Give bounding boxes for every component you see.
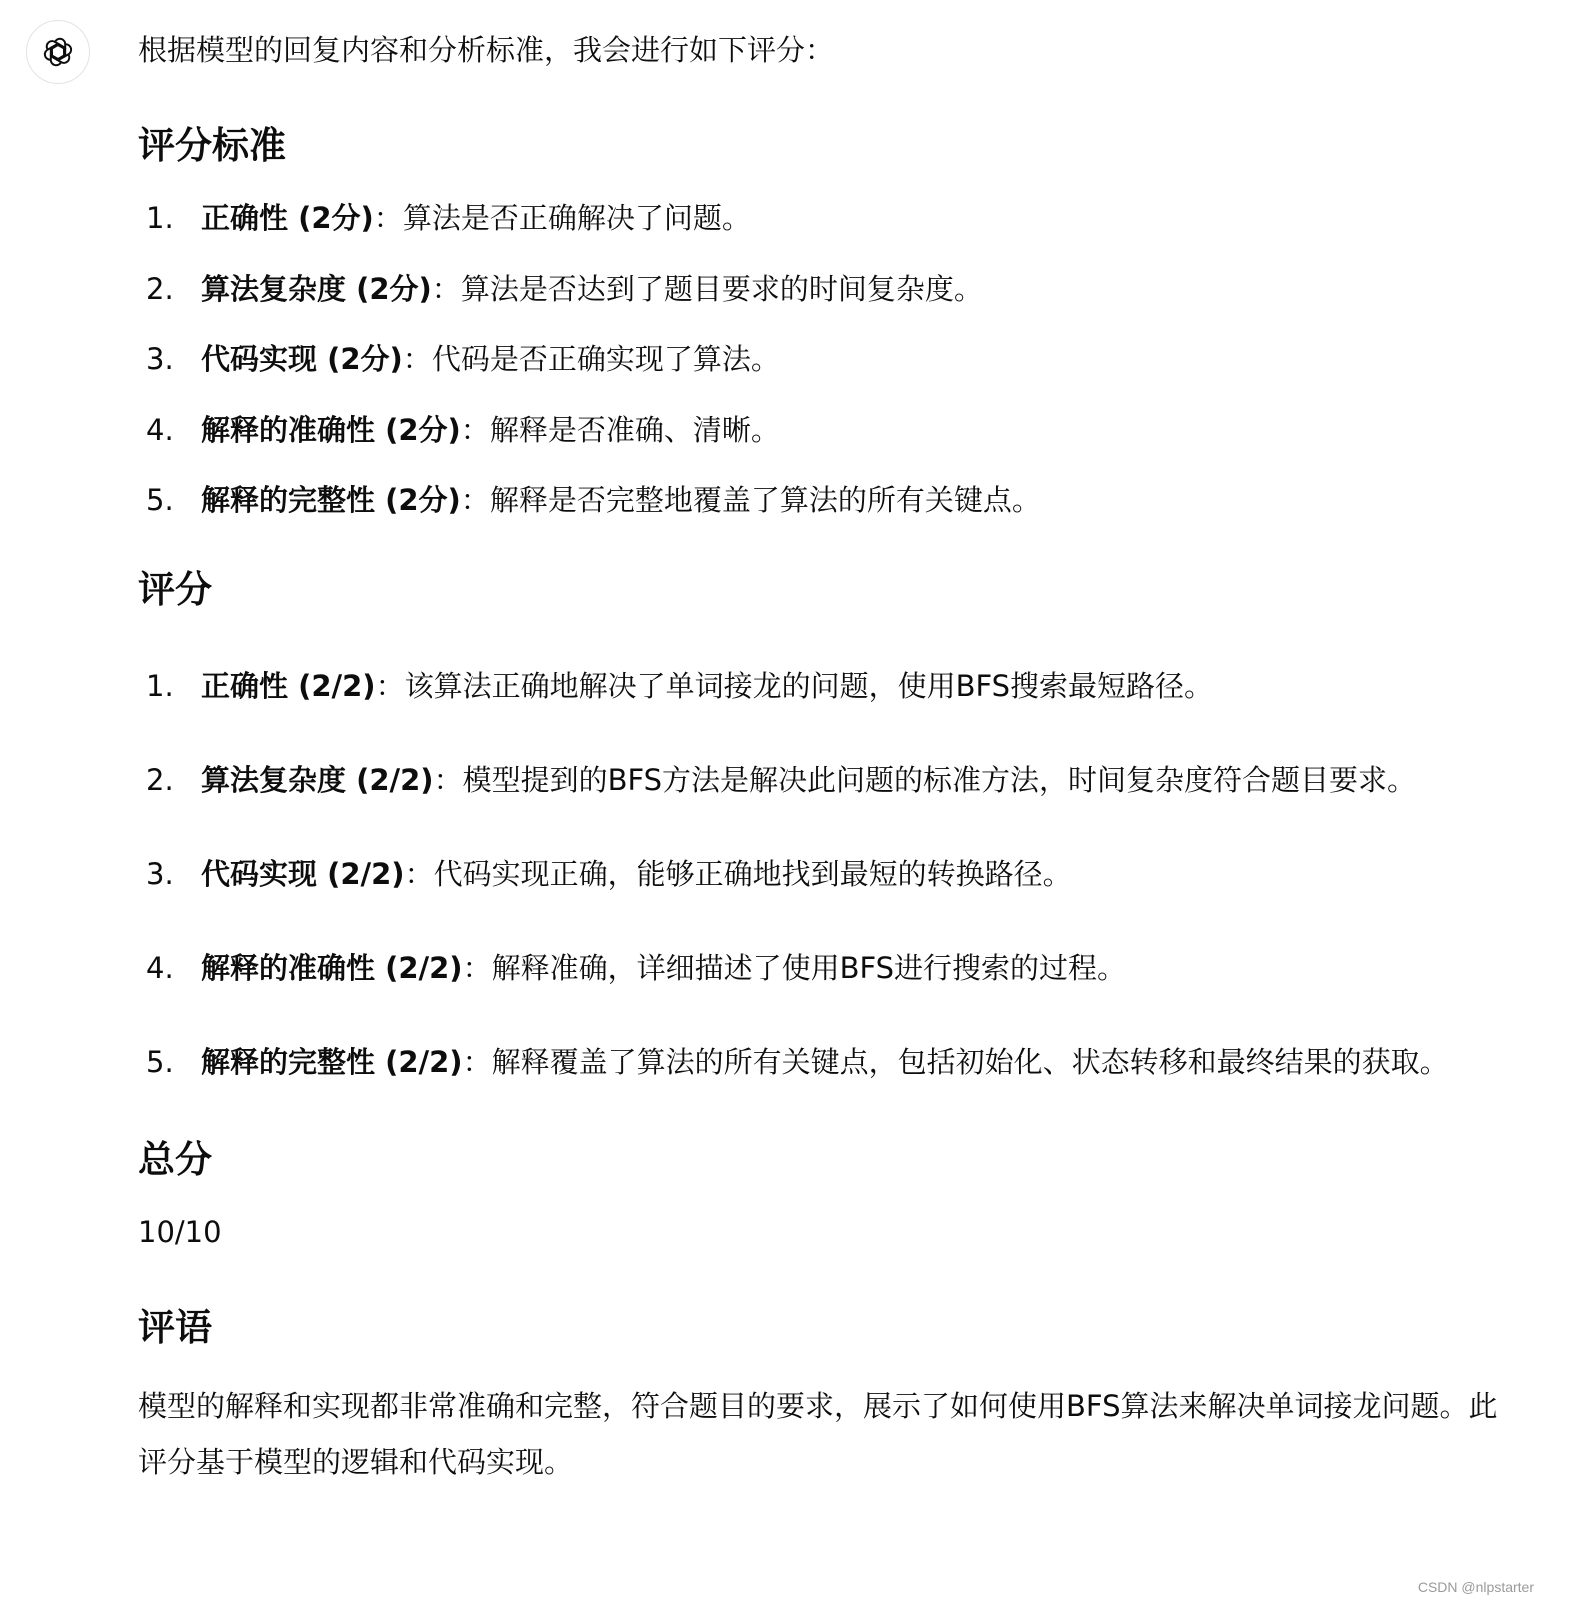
item-separator: ： xyxy=(375,669,405,703)
item-separator: ： xyxy=(462,1045,492,1079)
list-item xyxy=(138,1034,1518,1090)
item-text: 解释覆盖了算法的所有关键点，包括初始化、状态转移和最终结果的获取。 xyxy=(491,1045,1449,1079)
item-text: 解释准确，详细描述了使用BFS进行搜索的过程。 xyxy=(491,951,1127,985)
total-score: 10/10 xyxy=(138,1215,222,1249)
list-number: 3. xyxy=(146,857,174,891)
item-separator: ： xyxy=(373,201,403,235)
list-item xyxy=(138,406,1518,454)
scores-list xyxy=(138,658,1518,1090)
item-text: 模型提到的BFS方法是解决此问题的标准方法，时间复杂度符合题目要求。 xyxy=(462,763,1417,797)
item-text: 解释是否准确、清晰。 xyxy=(489,412,780,447)
list-number: 5. xyxy=(146,483,174,517)
item-label: 算法复杂度 (2分) xyxy=(201,271,432,306)
item-separator: ： xyxy=(460,483,490,517)
scores-heading: 评分 xyxy=(138,568,212,611)
comment-heading: 评语 xyxy=(138,1306,212,1349)
comment-text: 模型的解释和实现都非常准确和完整，符合题目的要求，展示了如何使用BFS算法来解决单词接龙问题。此评分基于模型的逻辑和代码实现。 xyxy=(138,1389,1498,1479)
item-label: 解释的完整性 (2分) xyxy=(201,483,461,517)
item-text: 代码实现正确，能够正确地找到最短的转换路径。 xyxy=(433,857,1072,891)
criteria-heading: 评分标准 xyxy=(138,124,286,167)
list-number: 4. xyxy=(146,412,174,447)
list-item xyxy=(138,335,1518,383)
list-number: 5. xyxy=(146,1045,174,1079)
list-item xyxy=(138,476,1518,524)
list-number: 2. xyxy=(146,271,174,306)
list-item xyxy=(138,752,1518,808)
item-label: 算法复杂度 (2/2) xyxy=(201,763,434,797)
list-item xyxy=(138,940,1518,996)
intro-text: 根据模型的回复内容和分析标准，我会进行如下评分： xyxy=(138,33,835,67)
list-number: 4. xyxy=(146,951,174,985)
item-separator: ： xyxy=(462,951,492,985)
list-number: 1. xyxy=(146,201,174,235)
item-text: 算法是否正确解决了问题。 xyxy=(402,201,751,235)
list-item xyxy=(138,658,1518,714)
criteria-list xyxy=(138,194,1518,524)
list-item xyxy=(138,265,1518,313)
item-text: 该算法正确地解决了单词接龙的问题，使用BFS搜索最短路径。 xyxy=(404,669,1214,703)
item-label: 正确性 (2分) xyxy=(201,201,374,235)
item-label: 代码实现 (2/2) xyxy=(201,857,405,891)
item-separator: ： xyxy=(431,271,461,306)
item-separator: ： xyxy=(402,342,432,376)
item-separator: ： xyxy=(460,412,490,447)
item-label: 解释的完整性 (2/2) xyxy=(201,1045,463,1079)
list-item xyxy=(138,846,1518,902)
total-heading: 总分 xyxy=(138,1138,212,1181)
item-label: 代码实现 (2分) xyxy=(201,342,403,376)
list-number: 3. xyxy=(146,342,174,376)
item-label: 解释的准确性 (2/2) xyxy=(201,951,463,985)
item-label: 正确性 (2/2) xyxy=(201,669,376,703)
item-separator: ： xyxy=(404,857,434,891)
list-item xyxy=(138,194,1518,242)
openai-logo-icon xyxy=(40,34,76,70)
watermark: CSDN @nlpstarter xyxy=(1417,1579,1534,1595)
item-text: 解释是否完整地覆盖了算法的所有关键点。 xyxy=(489,483,1041,517)
item-text: 代码是否正确实现了算法。 xyxy=(431,342,780,376)
item-text: 算法是否达到了题目要求的时间复杂度。 xyxy=(460,271,983,306)
assistant-message xyxy=(138,20,1518,1490)
list-number: 1. xyxy=(146,669,174,703)
list-number: 2. xyxy=(146,763,174,797)
item-separator: ： xyxy=(433,763,463,797)
item-label: 解释的准确性 (2分) xyxy=(201,412,461,447)
assistant-avatar xyxy=(26,20,90,84)
